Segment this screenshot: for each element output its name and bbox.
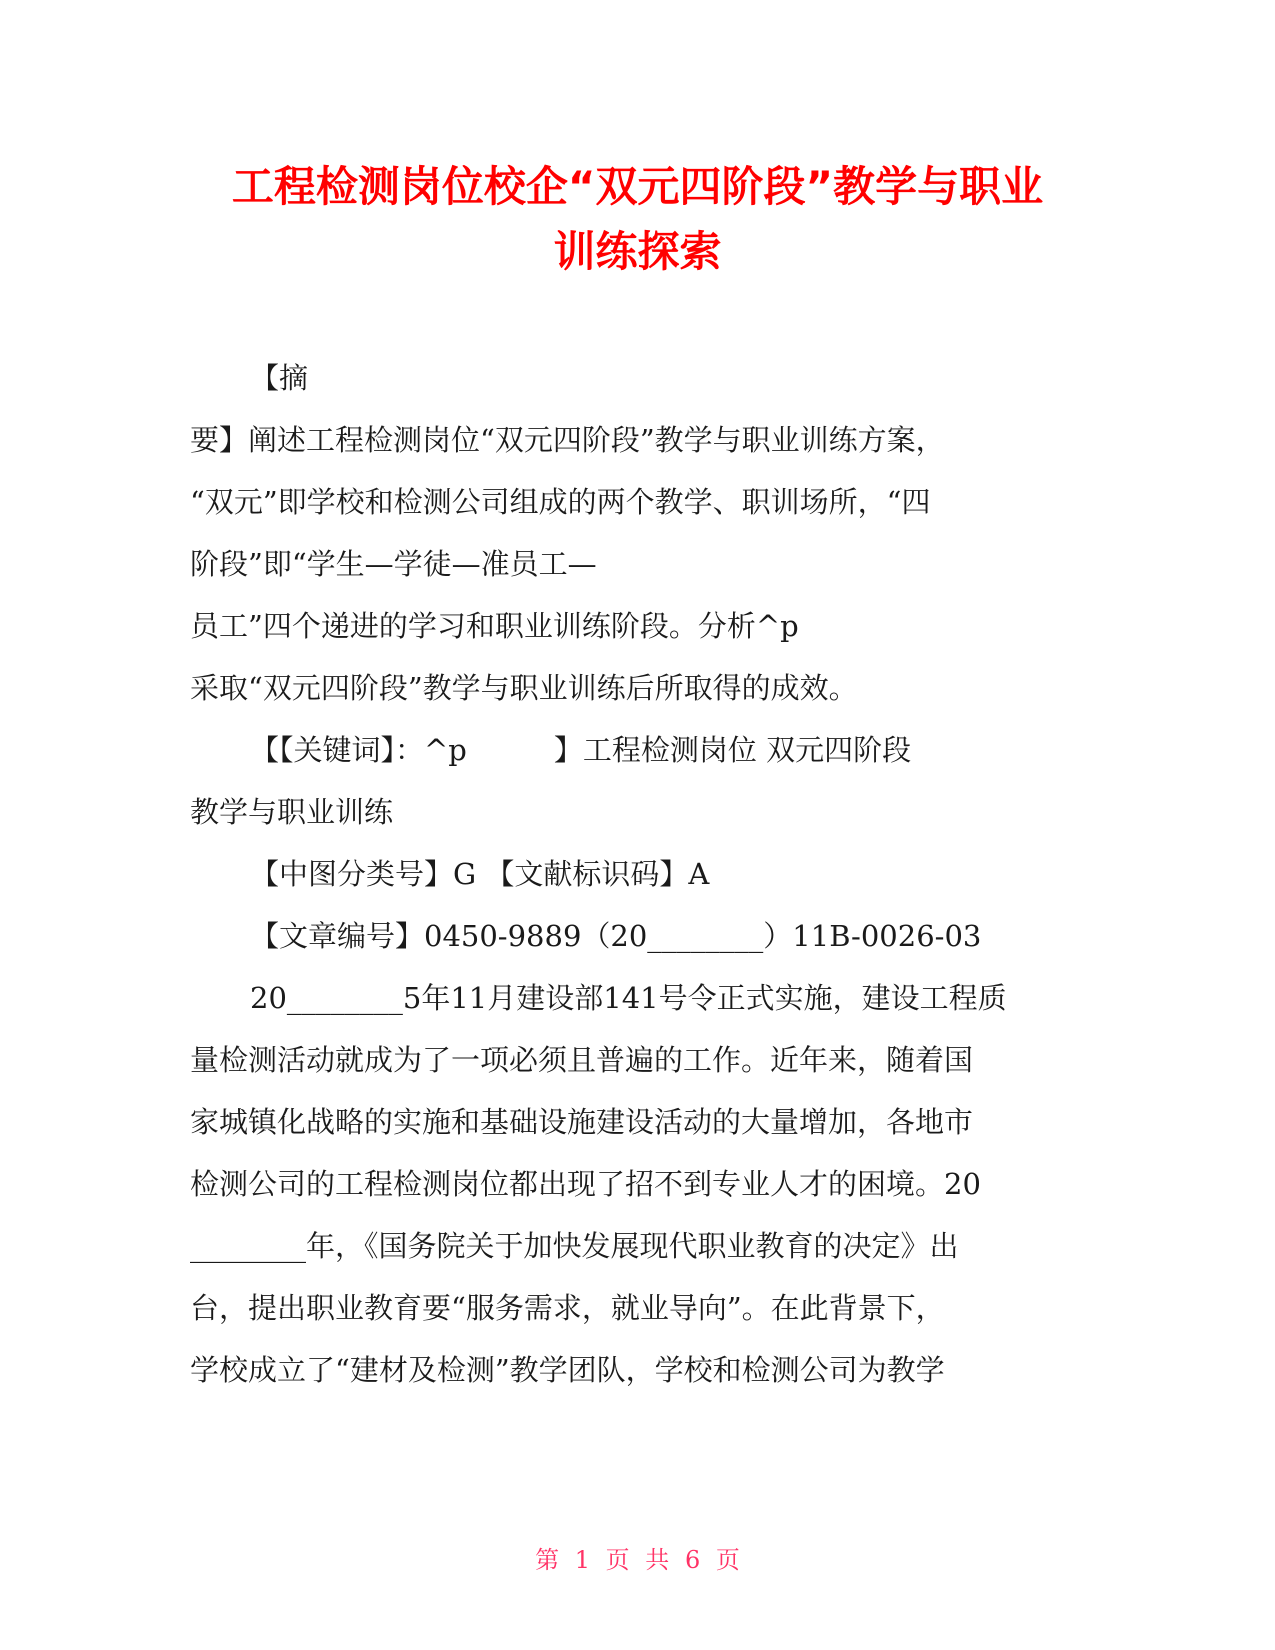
keywords-continuation: 教学与职业训练 <box>190 795 394 829</box>
abstract-label: 【摘 <box>250 361 309 395</box>
page-footer: 第 1 页 共 6 页 <box>535 1546 740 1574</box>
body-line: 要】阐述工程检测岗位“双元四阶段”教学与职业训练方案， <box>190 423 945 457</box>
body-line: 阶段”即“学生—学徒—准员工— <box>190 547 597 581</box>
body-line: 员工”四个递进的学习和职业训练阶段。分析^p <box>190 609 799 643</box>
body-line: 台，提出职业教育要“服务需求，就业导向”。在此背景下， <box>190 1291 945 1325</box>
body-line: 采取“双元四阶段”教学与职业训练后所取得的成效。 <box>190 671 858 705</box>
classification-line: 【中图分类号】G 【文献标识码】A <box>250 857 710 891</box>
body-line: 家城镇化战略的实施和基础设施建设活动的大量增加，各地市 <box>190 1105 974 1139</box>
body-line: 量检测活动就成为了一项必须且普遍的工作。近年来，随着国 <box>190 1043 974 1077</box>
article-number-line: 【文章编号】0450-9889（20________）11B-0026-03 <box>250 919 982 953</box>
body-line: ________年，《国务院关于加快发展现代职业教育的决定》出 <box>190 1229 959 1263</box>
paragraph-first-line: 20________5年11月建设部141号令正式实施，建设工程质 <box>250 981 1007 1015</box>
body-line: 学校成立了“建材及检测”教学团队，学校和检测公司为教学 <box>190 1353 945 1387</box>
keywords-line: 【【关键词】：^p 】工程检测岗位 双元四阶段 <box>250 733 912 767</box>
document-title-line-2: 训练探索 <box>553 227 722 276</box>
document-title-line-1: 工程检测岗位校企“双元四阶段”教学与职业 <box>231 162 1044 211</box>
body-line: 检测公司的工程检测岗位都出现了招不到专业人才的困境。20 <box>190 1167 981 1201</box>
body-line: “双元”即学校和检测公司组成的两个教学、职训场所，“四 <box>190 485 931 519</box>
